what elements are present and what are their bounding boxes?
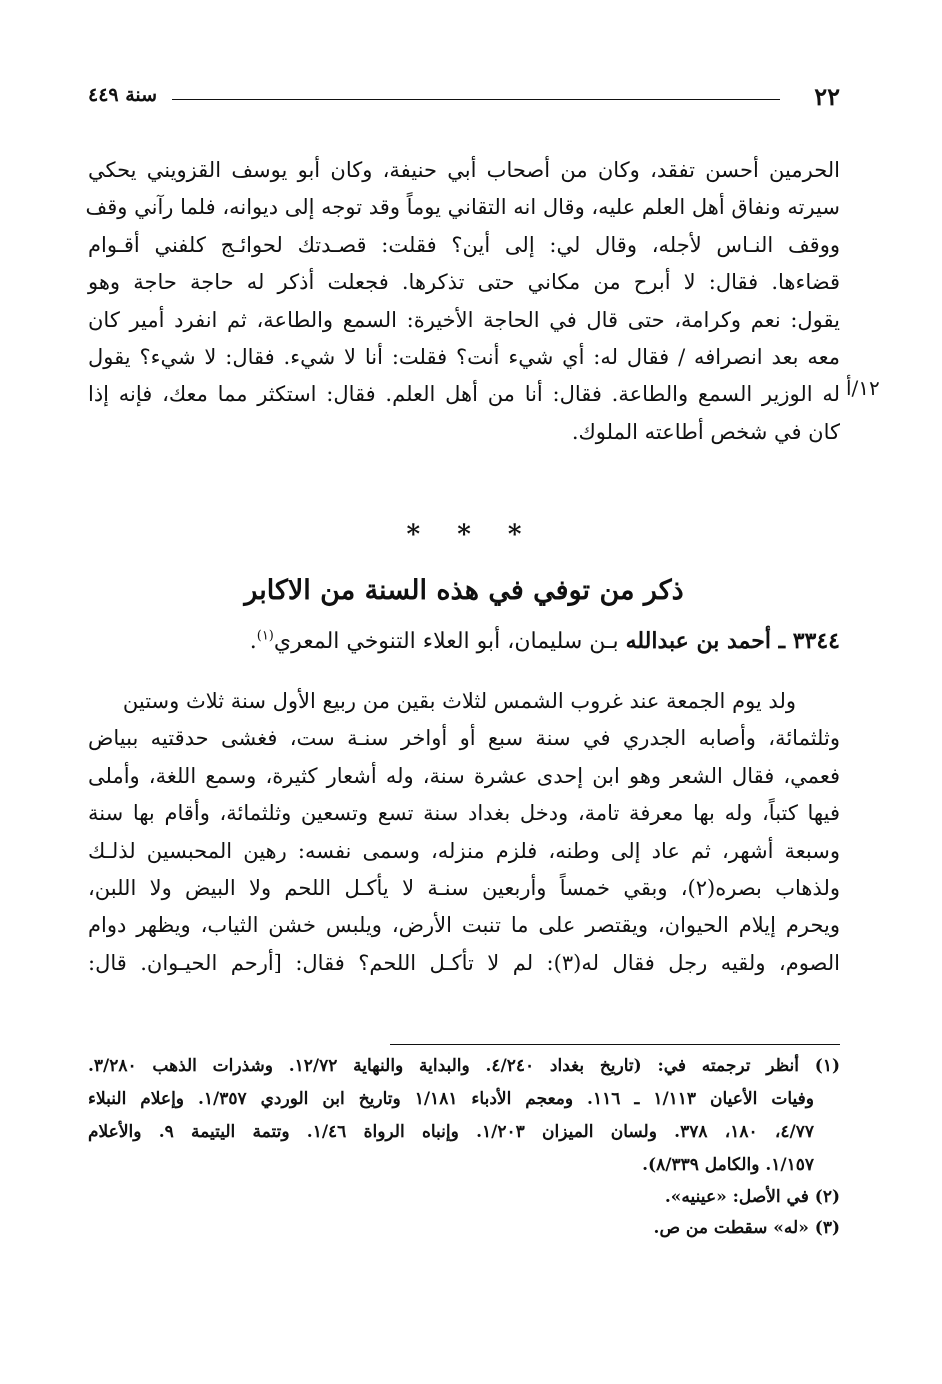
page-header [88, 82, 840, 112]
footnote-ref: (١) [256, 628, 274, 644]
footnote-3: (٣) «له» سقطت من ص. [653, 1218, 840, 1238]
paragraph-2 [88, 683, 840, 982]
folio-margin-note: ١٢/أ [846, 376, 880, 400]
section-title: ذكر من توفي في هذه السنة من الاكابر [244, 575, 684, 606]
footnote-rule [390, 1044, 840, 1045]
text-line: ووقف النـاس لأجله، وقال لي: إلى أين؟ فقلت: قصـدتك لحوائـج كلفني أقـوام [88, 232, 840, 257]
text-line: ويحرم إيلام الحيوان، ويقتصر على ما تنبت الأرض، ويلبس خشن الثياب، ويظهر دوام [88, 913, 840, 938]
footnote-2: (٢) في الأصل: «عينيه». [664, 1187, 840, 1207]
entry-end: . [249, 629, 257, 654]
section-separator: * * * [406, 520, 536, 550]
text-line: وسبعة أشهر، ثم عاد إلى وطنه، فلزم منزله، وسمى نفسه: رهين المحبسين لذلـك [88, 838, 840, 863]
text-line: كان في شخص أطاعته الملوك. [571, 419, 840, 444]
text-line: يقول: نعم وكرامة، حتى قال في الحاجة الأخيرة: السمع والطاعة، ثم انفرد أمير كان [88, 307, 840, 332]
footnote-line: ٤/٧٧، ١٨٠، ٣٧٨. ولسان الميزان ١/٢٠٣. وإنباه الرواة ١/٤٦. وتتمة اليتيمة ٩. والأعلام [88, 1122, 815, 1142]
entry-number-name: ٣٣٤٤ ـ أحمد بن عبدالله [625, 628, 840, 654]
running-head-year: سنة ٤٤٩ [88, 84, 158, 106]
entry-name-rest: بـن سليمان، أبو العلاء التنوخي المعري [273, 629, 626, 654]
paragraph-1 [85, 152, 840, 451]
text-line: له الوزير السمع والطاعة. فقال: أنا من أهل العلم. فقال: استكثر مما معك، فإنه إذا [88, 382, 840, 407]
footnotes [88, 1050, 840, 1244]
text-line: قضاءها. فقال: لا أبرح من مكاني حتى تذكرها. فجعلت أذكر له حاجة حاجة وهو [88, 270, 840, 295]
text-line: سيرته ونفاق أهل العلم عليه، وقال انه التقاني يوماً وقد توجه إلى ديوانه، فلما رآني وقف [85, 195, 840, 220]
text-line: معه بعد انصرافه / فقال له: أي شيء أنت؟ فقلت: أنا لا شيء. فقال: لا شيء؟ يقول [88, 344, 840, 369]
text-line: ولد يوم الجمعة عند غروب الشمس لثلاث بقين من ربيع الأول سنة ثلاث وستين [122, 689, 796, 713]
text-line: وثلثمائة، وأصابه الجدري في سنة سبع أو أواخر سنـة ست، فغشى حدقتيه ببياض [88, 726, 840, 751]
text-line: الصوم، ولقيه رجل فقال له(٣): لم لا تأكـل اللحم؟ فقال: [أرحم الحيـوان. قال: [88, 950, 841, 975]
footnote-line: وفيات الأعيان ١/١١٣ ـ ١١٦. ومعجم الأدباء ١/١٨١ وتاريخ ابن الوردي ١/٣٥٧. وإعلام النبلاء [88, 1089, 814, 1109]
text-line: فيها كتباً، وله بها معرفة تامة، ودخل بغداد سنة تسع وتسعين وثلثمائة، وأقام بها سنة [88, 801, 840, 826]
footnote-line: ١/١٥٧. والكامل ٨/٣٣٩). [642, 1155, 814, 1175]
text-line: الحرمين أحسن تفقد، وكان من أصحاب أبي حنيفة، وكان أبو يوسف القزويني يحكي [88, 158, 840, 182]
header-rule [172, 99, 780, 100]
page-number: ٢٢ [814, 82, 840, 111]
text-line: ولذهاب بصره(٢)، وبقي خمساً وأربعين سنـة لا يأكـل اللحم ولا البيض ولا اللبن، [88, 875, 840, 900]
footnote-line: (١) أنظر ترجمته في: (تاريخ بغداد ٤/٢٤٠. والبداية والنهاية ١٢/٧٢. وشذرات الذهب ٣/٢٨٠. [88, 1056, 840, 1076]
text-line: فعمي، فقال الشعر وهو ابن إحدى عشرة سنة، وله أشعار كثيرة، وسمع اللغة، وأملى [88, 763, 840, 788]
biography-entry-heading [88, 628, 840, 654]
